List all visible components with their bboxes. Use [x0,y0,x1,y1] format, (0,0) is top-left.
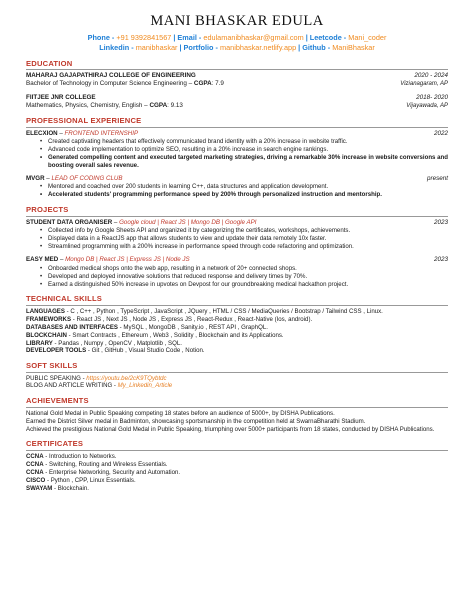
job-bullets [40,183,448,199]
soft-skill-line: BLOG AND ARTICLE WRITING - My_Linkedin_Article [26,382,173,390]
project-name: EASY MED [26,256,59,263]
contact-line-1: Phone - +91 9392841567 | Email - edulamanibhaskar@gmail.com | Leetcode - Mani_coder [87,33,387,43]
soft-skill-label: PUBLIC SPEAKING [26,374,81,382]
skill-label: DATABASES AND INTERFACES [26,323,118,331]
bullet-item: • Mentored and coached over 200 students in learning C++, data structures and application development. [40,183,448,191]
score-label: CGPA [149,101,168,109]
skill-line: DATABASES AND INTERFACES - MySQL , MongoDB , Sanity.io , REST API , GraphQL. [26,323,268,331]
contact-info [26,33,448,53]
project-bullets [40,265,448,289]
bullet-item: • Developed and deployed innovative solutions that reduced response and delivery times by 70%. [40,273,448,281]
certificate-name: Enterprise Networking, Security and Automation. [49,468,181,476]
institution-name: FIITJEE JNR COLLEGE [26,93,96,101]
bullet-item: • Collected info by Google Sheets API and organized it by categorizing the certificates, workshops, achievements. [40,227,448,235]
technical-skills-title: TECHNICAL SKILLS [26,294,448,305]
education-location: Vizianagaram, AP [400,81,448,88]
soft-skill-line: PUBLIC SPEAKING - https://youtu.be/2cK9TQybtdc [26,374,167,382]
achievements-section [26,396,448,433]
certificate-name: Python , CPP, Linux Essentials. [50,476,136,484]
skill-value: Smart Contracts , Ethereum , Web3 , Solidity , Blockchain and its Applications. [72,331,284,339]
certificates-title: CERTIFICATES [26,439,448,450]
project-date: 2023 [433,256,448,263]
email-link[interactable]: edulamanibhaskar@gmail.com [203,33,304,43]
soft-skill-label: BLOG AND ARTICLE WRITING [26,382,113,390]
certificate-issuer: CCNA [26,460,44,468]
education-location: Vijayawada, AP [406,102,448,109]
score-value: : 9.13 [167,101,183,109]
technical-skills-section [26,294,448,355]
skill-line: DEVELOPER TOOLS - Git , GitHub , Visual Studio Code , Notion. [26,347,205,355]
bullet-item: • Generated compelling content and executed targeted marketing strategies, driving a remarkable 30% increase in website conversions and boosting overall sales revenue. [40,154,448,169]
achievements-title: ACHIEVEMENTS [26,396,448,407]
skill-line: BLOCKCHAIN - Smart Contracts , Ethereum , Web3 , Solidity , Blockchain and its Applications. [26,331,284,339]
skill-line: LIBRARY - Pandas , Numpy , OpenCV , Matplotlib , SQL. [26,339,182,347]
project-stack: Mongo DB | React JS | Express JS | Node JS [65,256,190,263]
certificate-issuer: SWAYAM [26,484,53,492]
skill-value: C , C++ , Python , TypeScript , JavaScript , JQuery , HTML / CSS / MediaQueries / Bootstrap / Tailwind CSS , Linux. [70,307,383,315]
project-stack: Google cloud | React JS | Mongo DB | Google API [119,218,257,226]
certificate-issuer: CISCO [26,476,46,484]
portfolio-label: Portfolio [183,42,214,52]
certificate-item: SWAYAM - Blockchain. [26,484,89,492]
skill-value: React JS , Next JS , Node JS , Express JS , React-Redux , React-Native (Ios, android). [76,315,313,323]
certificates-section [26,439,448,492]
skill-value: Git , GitHub , Visual Studio Code , Notion. [91,347,205,355]
score-value: : 7.9 [211,80,224,88]
linkedin-label: Linkedin [99,42,130,52]
achievement-item: Achieved the prestigious National Gold Medal in Public Speaking, triumphing over 5000+ participants from 18 states, conducted by DISHA Publications. [26,425,435,433]
skill-label: DEVELOPER TOOLS [26,347,87,355]
candidate-name: MANI BHASKAR EDULA [150,13,324,29]
bullet-item: • Earned a distinguished 50% increase in upvotes on Devpost for our groundbreaking medical hackathon project. [40,281,448,289]
linkedin-article-link[interactable]: My_Linkedin_Article [117,382,173,390]
education-section [26,59,448,110]
skill-value: Pandas , Numpy , OpenCV , Matplotlib , SQL. [58,339,182,347]
achievement-item: Earned the District Silver medal in Badminton, showcasing sportsmanship in the competition held at SwarnaBharathi Stadium. [26,417,366,425]
job-role: LEAD OF CODING CLUB [51,174,123,182]
institution-name: MAHARAJ GAJAPATHIRAJ COLLEGE OF ENGINEERING [26,72,196,80]
project-bullets [40,227,448,251]
job-date: 2022 [433,129,448,137]
bullet-item: • Displayed data in a ReactJS app that allows students to view and update their data remotely 10x faster. [40,235,448,243]
certificate-item: CCNA - Enterprise Networking, Security and Automation. [26,468,181,476]
leetcode-label: Leetcode [309,33,342,43]
soft-skills-section [26,361,448,390]
leetcode-link[interactable]: Mani_coder [348,33,387,43]
projects-section [26,205,448,288]
degree: Mathematics, Physics, Chemistry, English [26,101,143,109]
education-item: MAHARAJ GAJAPATHIRAJ COLLEGE OF ENGINEERING 2020 - 2024 Bachelor of Technology in Computer Science Engineering – CGPA: 7.9 Vizianagaram, AP [26,72,448,88]
skill-line: LANGUAGES - C , C++ , Python , TypeScript , JavaScript , JQuery , HTML / CSS / MediaQueries / Bootstrap / Tailwind CSS , Linux. [26,307,383,315]
skill-label: BLOCKCHAIN [26,331,67,339]
contact-line-2: Linkedin - manibhaskar | Portfolio - manibhaskar.netlify.app | Github - ManiBhaskar [99,42,375,52]
degree: Bachelor of Technology in Computer Science Engineering [26,80,187,88]
experience-item: ELECXION – FRONTEND INTERNSHIP 2022 • Created captivating headers that effectively communicated brand identity with a 20% increase in website traffic. • Advanced code implementation to optimize SEO, resulting in a 20% increase in search engine rankings. • Generated compelling content and executed targeted marketing strategies, driving a remarkable 30% increase in website conversions and boosting overall sales revenue. [26,130,448,170]
education-title: EDUCATION [26,59,448,70]
education-date: 2020 - 2024 [414,72,448,80]
certificate-name: Switching, Routing and Wireless Essentials. [49,460,168,468]
score-label: CGPA [193,80,212,88]
job-date: present [426,174,448,182]
github-link[interactable]: ManiBhaskar [332,42,375,52]
education-item: FIITJEE JNR COLLEGE 2018- 2020 Mathematics, Physics, Chemistry, English – CGPA: 9.13 Vijayawada, AP [26,93,448,109]
youtube-link[interactable]: https://youtu.be/2cK9TQybtdc [86,374,167,382]
bullet-item: • Created captivating headers that effectively communicated brand identity with a 20% increase in website traffic. [40,138,448,146]
certificate-issuer: CCNA [26,468,44,476]
certificate-name: Blockchain. [57,484,89,492]
project-item: EASY MED – Mongo DB | React JS | Express JS | Node JS 2023 • Onboarded medical shops onto the web app, resulting in a network of 20+ connected shops. • Developed and deployed innovative solutions that reduced response and delivery times by 70%. • Earned a distinguished 50% increase in upvotes on Devpost for our groundbreaking medical hackathon project. [26,256,448,288]
certificate-name: Introduction to Networks. [49,452,117,460]
certificate-item: CISCO - Python , CPP, Linux Essentials. [26,476,136,484]
bullet-item: • Onboarded medical shops onto the web app, resulting in a network of 20+ connected shops. [40,265,448,273]
bullet-item: • Streamlined programming with a 200% increase in performance speed through code refactoring and optimization. [40,243,448,251]
bullet-item: • Accelerated students' programming performance speed by 200% through personalized instruction and mentorship. [40,191,448,199]
soft-skills-title: SOFT SKILLS [26,361,448,372]
skill-label: LANGUAGES [26,307,65,315]
bullet-item: • Advanced code implementation to optimize SEO, resulting in a 20% increase in search engine rankings. [40,146,448,154]
education-date: 2018- 2020 [416,93,448,101]
job-bullets [40,138,448,169]
certificate-item: CCNA - Switching, Routing and Wireless Essentials. [26,460,168,468]
experience-item: MVGR – LEAD OF CODING CLUB present • Mentored and coached over 200 students in learning C++, data structures and application development. • Accelerated students' programming performance speed by 200% through personalized instruction and mentorship. [26,175,448,199]
job-role: FRONTEND INTERNSHIP [64,129,139,137]
skill-line: FRAMEWORKS - React JS , Next JS , Node JS , Express JS , React-Redux , React-Native (Ios, android). [26,315,313,323]
project-date: 2023 [433,218,448,226]
linkedin-link[interactable]: manibhaskar [135,42,178,52]
company-name: ELECXION [26,129,58,137]
experience-section [26,116,448,199]
project-name: STUDENT DATA ORGANISER [26,218,113,226]
project-item: STUDENT DATA ORGANISER – Google cloud | React JS | Mongo DB | Google API 2023 • Collected info by Google Sheets API and organized it by categorizing the certificates, workshops, achievements. • Displayed data in a ReactJS app that allows students to view and update their data remotely 10x faster. • Streamlined programming with a 200% increase in performance speed through code refactoring and optimization. [26,219,448,251]
certificate-item: CCNA - Introduction to Networks. [26,452,117,460]
projects-title: PROJECTS [26,205,448,216]
portfolio-link[interactable]: manibhaskar.netlify.app [220,42,297,52]
certificate-issuer: CCNA [26,452,44,460]
email-label: Email [177,33,197,43]
skill-label: LIBRARY [26,339,53,347]
skill-label: FRAMEWORKS [26,315,72,323]
phone-value: +91 9392841567 [116,33,172,43]
company-name: MVGR [26,174,45,182]
phone-label: Phone [87,33,110,43]
achievement-item: National Gold Medal in Public Speaking competing 18 states before an audience of 5000+, by DISHA Publications. [26,409,335,417]
skill-value: MySQL , MongoDB , Sanity.io , REST API , GraphQL. [123,323,268,331]
experience-title: PROFESSIONAL EXPERIENCE [26,116,448,127]
github-label: Github [302,42,326,52]
